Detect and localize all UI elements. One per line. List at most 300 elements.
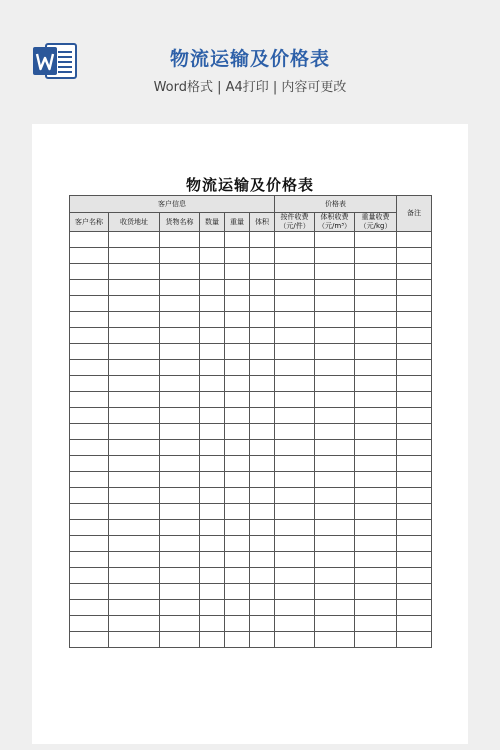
table-cell (315, 424, 355, 440)
table-cell (397, 376, 432, 392)
table-cell (70, 440, 109, 456)
table-cell (200, 296, 225, 312)
table-cell (109, 440, 160, 456)
table-cell (355, 280, 397, 296)
table-cell (250, 632, 275, 648)
column-header (109, 213, 160, 232)
table-cell (160, 440, 200, 456)
table-cell (225, 568, 250, 584)
table-cell (70, 232, 109, 248)
column-header (250, 213, 275, 232)
table-cell (355, 264, 397, 280)
table-cell (275, 392, 315, 408)
table-cell (315, 536, 355, 552)
table-cell (109, 456, 160, 472)
table-cell (315, 296, 355, 312)
table-cell (200, 280, 225, 296)
table-cell (397, 248, 432, 264)
table-cell (200, 600, 225, 616)
table-cell (315, 552, 355, 568)
table-cell (315, 584, 355, 600)
table-row (70, 472, 432, 488)
table-cell (275, 312, 315, 328)
table-cell (225, 536, 250, 552)
table-cell (200, 408, 225, 424)
table-cell (109, 360, 160, 376)
column-header-label: 体积收费 (320, 213, 349, 221)
table-cell (355, 328, 397, 344)
table-cell (200, 632, 225, 648)
table-cell (315, 488, 355, 504)
table-cell (225, 504, 250, 520)
table-cell (200, 248, 225, 264)
table-cell (275, 328, 315, 344)
table-cell (160, 520, 200, 536)
table-cell (70, 376, 109, 392)
table-cell (275, 600, 315, 616)
column-header (355, 213, 397, 232)
table-cell (160, 568, 200, 584)
table-cell (225, 232, 250, 248)
table-row (70, 504, 432, 520)
document-title: 物流运输及价格表 (185, 176, 314, 194)
table-cell (70, 392, 109, 408)
table-cell (275, 472, 315, 488)
table-cell (355, 344, 397, 360)
table-cell (200, 344, 225, 360)
table-cell (109, 600, 160, 616)
table-cell (200, 488, 225, 504)
table-cell (109, 424, 160, 440)
column-header-label: 重量 (230, 217, 244, 226)
table-cell (200, 232, 225, 248)
column-header (275, 213, 315, 232)
table-cell (200, 504, 225, 520)
table-cell (200, 312, 225, 328)
table-cell (275, 264, 315, 280)
table-cell (200, 392, 225, 408)
table-cell (355, 408, 397, 424)
table-cell (275, 376, 315, 392)
table-cell (397, 520, 432, 536)
table-cell (225, 632, 250, 648)
table-cell (397, 296, 432, 312)
table-cell (109, 280, 160, 296)
column-header-label: 数量 (205, 217, 219, 226)
table-cell (315, 568, 355, 584)
table-cell (250, 248, 275, 264)
table-cell (250, 456, 275, 472)
table-cell (275, 552, 315, 568)
table-row (70, 456, 432, 472)
table-row (70, 328, 432, 344)
table-cell (160, 312, 200, 328)
table-cell (397, 488, 432, 504)
table-cell (250, 232, 275, 248)
table-cell (397, 440, 432, 456)
table-cell (355, 312, 397, 328)
table-cell (355, 584, 397, 600)
table-cell (200, 536, 225, 552)
table-cell (70, 616, 109, 632)
group-header-customer: 客户信息 (70, 196, 275, 213)
table-row (70, 424, 432, 440)
table-cell (275, 584, 315, 600)
table-cell (250, 584, 275, 600)
table-cell (225, 472, 250, 488)
table-cell (109, 584, 160, 600)
table-cell (250, 296, 275, 312)
table-cell (315, 360, 355, 376)
table-cell (109, 376, 160, 392)
table-cell (397, 472, 432, 488)
table-cell (315, 616, 355, 632)
table-row (70, 536, 432, 552)
table-cell (250, 616, 275, 632)
table-cell (70, 472, 109, 488)
table-cell (225, 520, 250, 536)
table-row (70, 344, 432, 360)
table-cell (250, 408, 275, 424)
table-cell (275, 408, 315, 424)
table-cell (109, 632, 160, 648)
table-cell (109, 616, 160, 632)
table-cell (250, 360, 275, 376)
table-cell (225, 424, 250, 440)
table-cell (70, 632, 109, 648)
table-cell (250, 376, 275, 392)
table-cell (355, 552, 397, 568)
table-cell (70, 312, 109, 328)
table-cell (355, 392, 397, 408)
table-cell (397, 616, 432, 632)
table-cell (355, 296, 397, 312)
table-cell (200, 360, 225, 376)
column-header-label: 按件收费 (280, 213, 309, 221)
page-title: 物流运输及价格表 (169, 48, 330, 70)
table-cell (200, 472, 225, 488)
table-cell (397, 408, 432, 424)
column-header-remark: 备注 (397, 196, 432, 232)
table-cell (355, 232, 397, 248)
table-cell (70, 264, 109, 280)
table-cell (315, 408, 355, 424)
page-subtitle: Word格式 | A4打印 | 内容可更改 (153, 80, 347, 95)
table-cell (275, 360, 315, 376)
table-cell (160, 504, 200, 520)
table-row (70, 584, 432, 600)
column-header (200, 213, 225, 232)
table-row (70, 600, 432, 616)
table-cell (109, 472, 160, 488)
table-cell (397, 552, 432, 568)
table-cell (355, 488, 397, 504)
table-row (70, 280, 432, 296)
table-row (70, 520, 432, 536)
table-cell (250, 472, 275, 488)
table-cell (315, 392, 355, 408)
table-cell (200, 440, 225, 456)
table-cell (250, 328, 275, 344)
table-cell (250, 568, 275, 584)
table-cell (160, 424, 200, 440)
table-cell (160, 264, 200, 280)
table-cell (397, 280, 432, 296)
table-cell (109, 248, 160, 264)
table-cell (160, 360, 200, 376)
table-cell (160, 632, 200, 648)
table-cell (275, 232, 315, 248)
column-header (70, 213, 109, 232)
table-cell (355, 632, 397, 648)
table-cell (315, 344, 355, 360)
table-cell (275, 456, 315, 472)
table-cell (275, 296, 315, 312)
table-cell (200, 568, 225, 584)
table-cell (355, 440, 397, 456)
table-row (70, 552, 432, 568)
table-cell (315, 328, 355, 344)
table-cell (160, 328, 200, 344)
column-header-unit: （元/m³） (318, 222, 352, 230)
table-cell (225, 360, 250, 376)
table-cell (275, 488, 315, 504)
table-cell (225, 376, 250, 392)
table-cell (160, 280, 200, 296)
table-cell (315, 472, 355, 488)
table-cell (355, 456, 397, 472)
table-cell (250, 600, 275, 616)
table-cell (315, 376, 355, 392)
table-cell (109, 408, 160, 424)
table-cell (355, 472, 397, 488)
table-row (70, 232, 432, 248)
table-cell (397, 360, 432, 376)
table-cell (250, 488, 275, 504)
table-cell (315, 520, 355, 536)
table-row (70, 312, 432, 328)
table-cell (275, 536, 315, 552)
table-row (70, 264, 432, 280)
table-cell (275, 504, 315, 520)
table-cell (160, 456, 200, 472)
table-cell (200, 264, 225, 280)
table-cell (109, 344, 160, 360)
table-cell (275, 248, 315, 264)
column-header (315, 213, 355, 232)
table-cell (397, 568, 432, 584)
table-cell (109, 264, 160, 280)
table-cell (275, 632, 315, 648)
table-cell (70, 280, 109, 296)
table-cell (225, 488, 250, 504)
table-cell (160, 616, 200, 632)
table-cell (315, 312, 355, 328)
table-row (70, 568, 432, 584)
table-cell (275, 280, 315, 296)
table-cell (397, 344, 432, 360)
table-cell (275, 424, 315, 440)
table-cell (160, 552, 200, 568)
table-cell (70, 600, 109, 616)
table-cell (250, 312, 275, 328)
table-cell (397, 536, 432, 552)
table-cell (160, 296, 200, 312)
table-cell (397, 312, 432, 328)
table-cell (225, 600, 250, 616)
table-cell (70, 584, 109, 600)
table-cell (225, 616, 250, 632)
table-cell (160, 584, 200, 600)
table-cell (70, 568, 109, 584)
table-cell (70, 536, 109, 552)
table-cell (109, 568, 160, 584)
table-cell (355, 616, 397, 632)
table-cell (225, 328, 250, 344)
table-cell (70, 296, 109, 312)
column-header (225, 213, 250, 232)
table-cell (275, 344, 315, 360)
table-cell (355, 248, 397, 264)
table-cell (70, 360, 109, 376)
table-cell (315, 440, 355, 456)
table-cell (225, 280, 250, 296)
table-cell (250, 392, 275, 408)
table-cell (355, 376, 397, 392)
table-cell (397, 264, 432, 280)
table-cell (200, 584, 225, 600)
table-cell (160, 600, 200, 616)
table-cell (315, 248, 355, 264)
table-cell (397, 424, 432, 440)
table-cell (315, 504, 355, 520)
column-header-label: 收货地址 (120, 217, 148, 226)
table-cell (200, 376, 225, 392)
table-cell (70, 328, 109, 344)
table-cell (200, 424, 225, 440)
table-cell (225, 584, 250, 600)
table-cell (225, 264, 250, 280)
column-header-label: 体积 (255, 217, 270, 226)
table-cell (355, 424, 397, 440)
table-cell (250, 552, 275, 568)
table-cell (275, 568, 315, 584)
table-cell (70, 344, 109, 360)
table-cell (200, 328, 225, 344)
table-cell (70, 504, 109, 520)
table-row (70, 392, 432, 408)
table-cell (109, 392, 160, 408)
table-cell (200, 456, 225, 472)
table-cell (275, 616, 315, 632)
column-header-label: 货物名称 (165, 217, 194, 226)
table-cell (109, 296, 160, 312)
table-cell (225, 312, 250, 328)
table-cell (160, 376, 200, 392)
table-cell (250, 536, 275, 552)
table-cell (250, 424, 275, 440)
table-cell (225, 296, 250, 312)
table-cell (225, 552, 250, 568)
column-header-unit: （元/件） (279, 222, 310, 230)
table-cell (160, 248, 200, 264)
table-cell (109, 328, 160, 344)
table-cell (160, 536, 200, 552)
table-cell (315, 600, 355, 616)
table-cell (397, 584, 432, 600)
table-cell (355, 600, 397, 616)
table-cell (355, 504, 397, 520)
page-header (0, 0, 500, 120)
column-header-label: 客户名称 (75, 217, 103, 226)
table-row (70, 616, 432, 632)
table-cell (315, 280, 355, 296)
table-cell (315, 456, 355, 472)
table-cell (397, 632, 432, 648)
table-cell (160, 472, 200, 488)
column-header-label: 重量收费 (361, 213, 390, 221)
table-cell (355, 568, 397, 584)
table-cell (397, 600, 432, 616)
table-cell (397, 392, 432, 408)
table-row (70, 440, 432, 456)
table-cell (109, 520, 160, 536)
price-table (69, 195, 432, 648)
table-cell (160, 392, 200, 408)
table-cell (397, 232, 432, 248)
table-cell (250, 344, 275, 360)
table-cell (70, 552, 109, 568)
table-cell (70, 520, 109, 536)
table-cell (109, 552, 160, 568)
table-cell (397, 504, 432, 520)
table-cell (225, 392, 250, 408)
table-cell (109, 488, 160, 504)
table-row (70, 488, 432, 504)
table-row (70, 376, 432, 392)
table-cell (275, 520, 315, 536)
table-cell (225, 456, 250, 472)
table-cell (397, 456, 432, 472)
table-cell (225, 408, 250, 424)
table-cell (200, 552, 225, 568)
table-row (70, 296, 432, 312)
table-cell (109, 536, 160, 552)
table-cell (250, 520, 275, 536)
table-cell (70, 456, 109, 472)
table-row (70, 632, 432, 648)
table-cell (225, 248, 250, 264)
table-cell (109, 312, 160, 328)
table-cell (250, 440, 275, 456)
table-cell (250, 264, 275, 280)
table-cell (160, 232, 200, 248)
group-header-price: 价格表 (275, 196, 397, 213)
document-preview (32, 124, 468, 744)
table-cell (355, 520, 397, 536)
table-cell (200, 520, 225, 536)
table-row (70, 248, 432, 264)
column-header-unit: （元/kg） (359, 222, 392, 230)
table-cell (109, 232, 160, 248)
table-cell (250, 504, 275, 520)
table-cell (397, 328, 432, 344)
table-cell (355, 360, 397, 376)
table-cell (70, 488, 109, 504)
table-cell (315, 232, 355, 248)
table-cell (315, 264, 355, 280)
table-cell (109, 504, 160, 520)
